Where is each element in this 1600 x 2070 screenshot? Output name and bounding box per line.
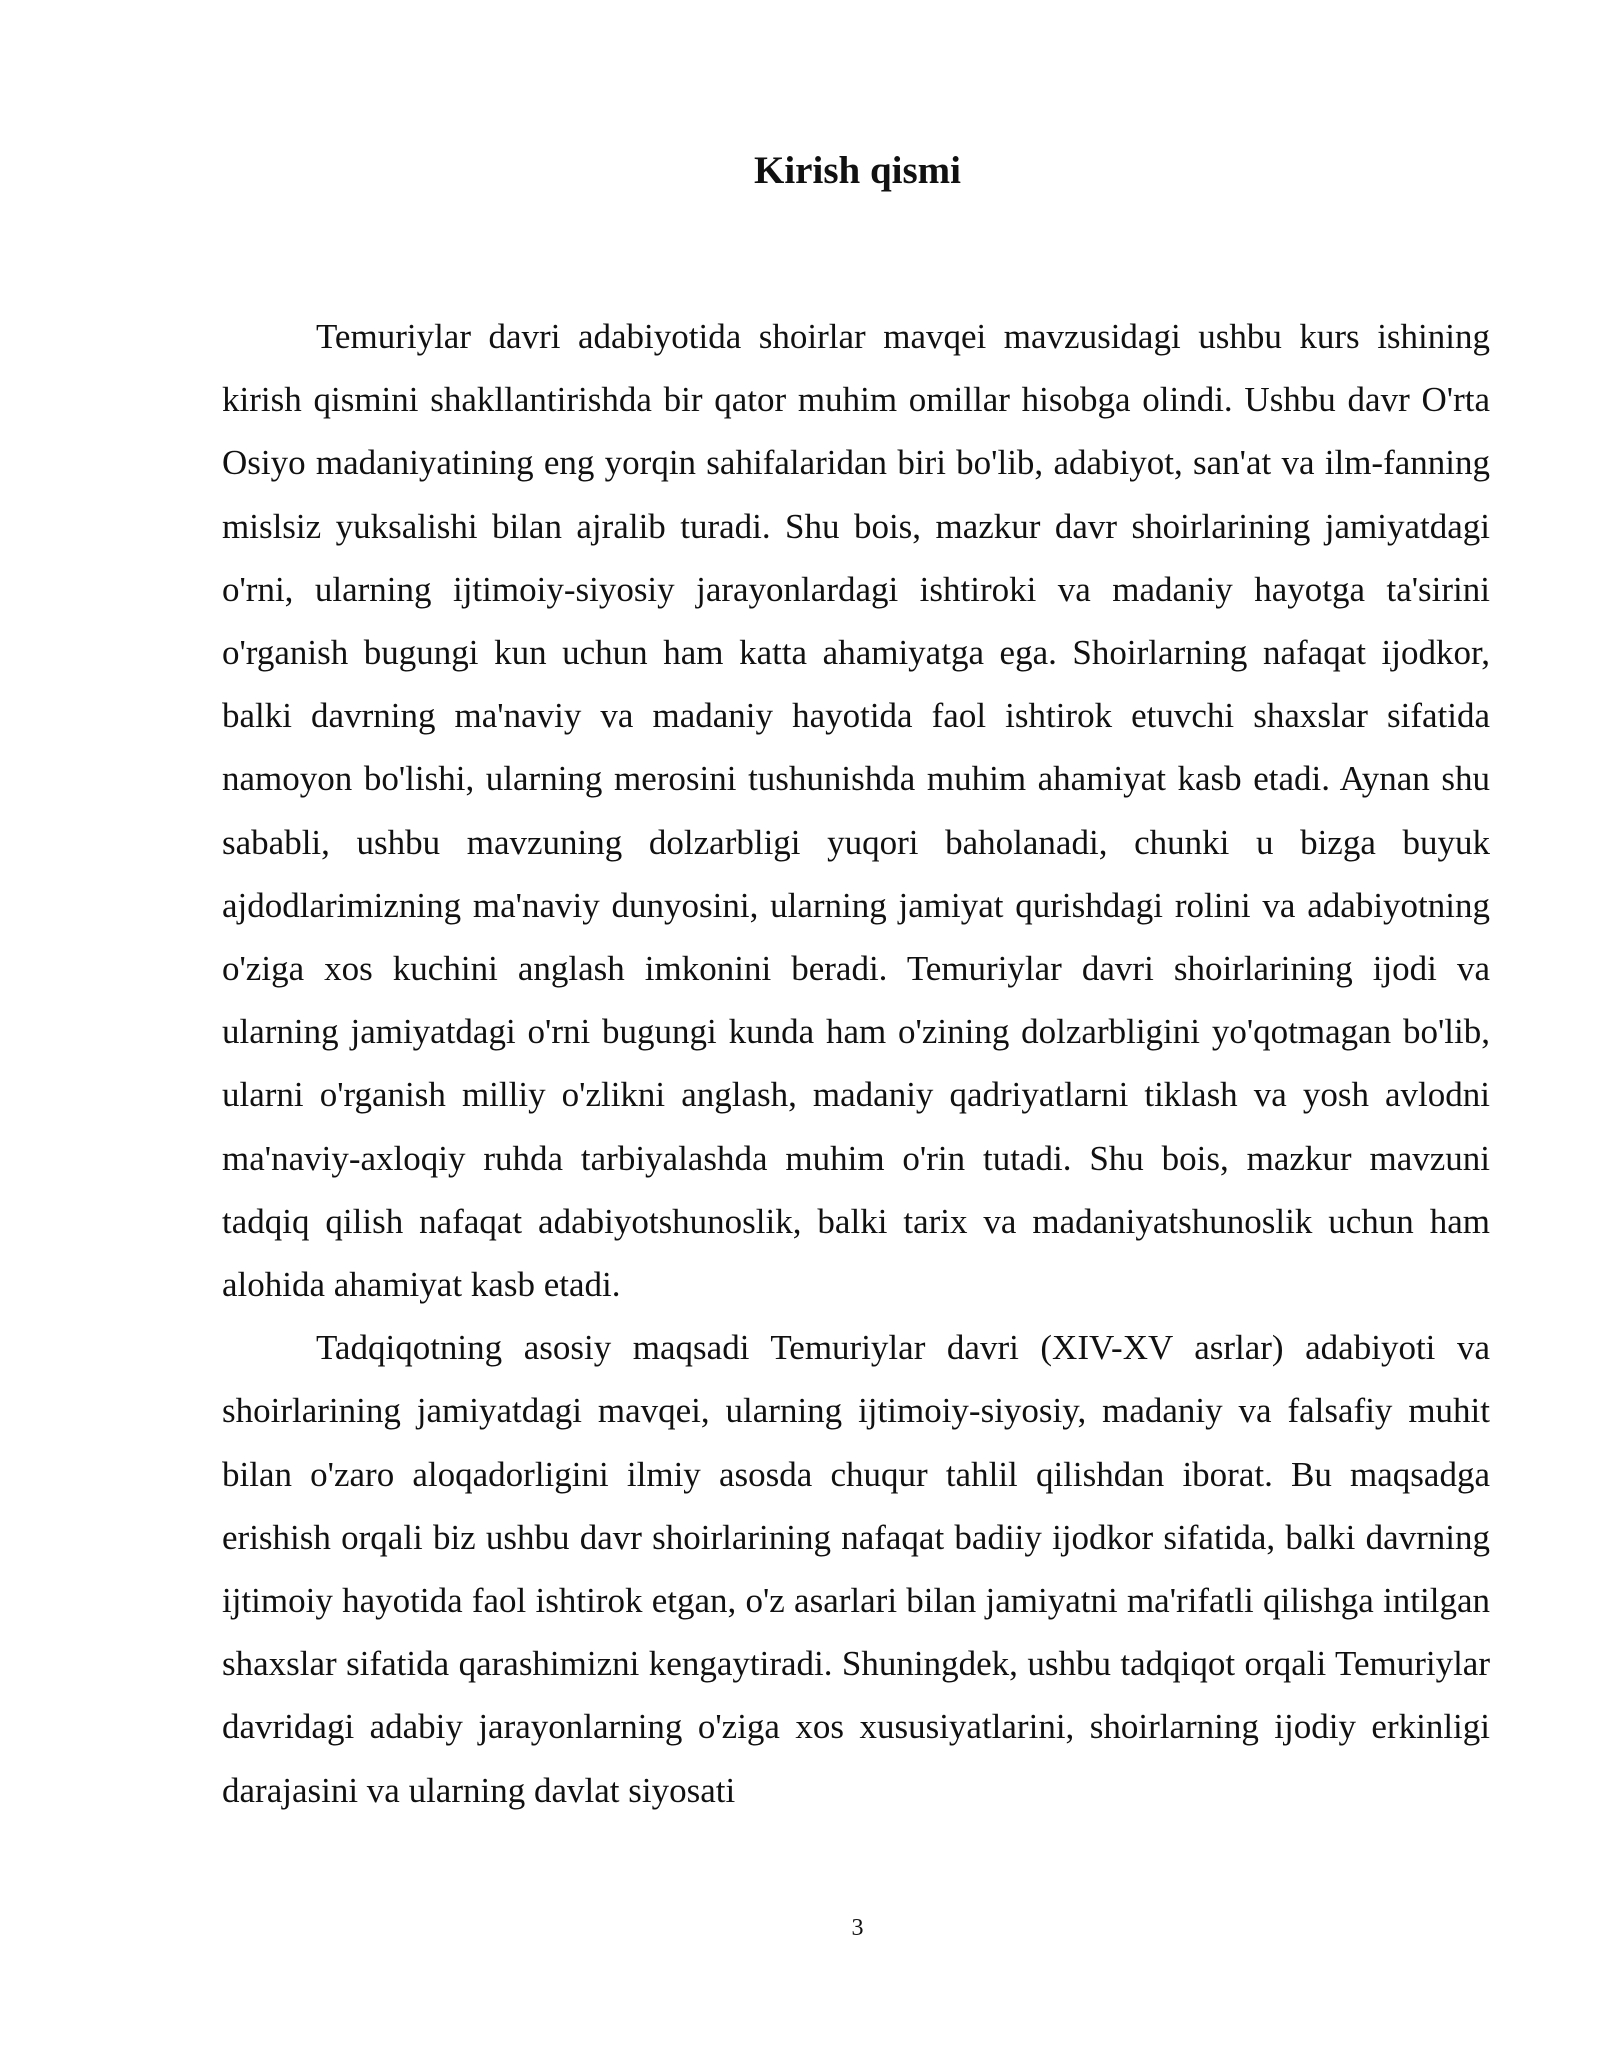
paragraph: Tadqiqotning asosiy maqsadi Temuriylar davri (XIV-XV asrlar) adabiyoti va shoirlarining jamiyatdagi mavqei, ularning ijtimoiy-siyosiy, madaniy va falsafiy muhit bilan o'zaro aloqadorligini ilmiy asosda chuqur tahlil qilishdan iborat. Bu maqsadga erishish orqali biz ushbu davr shoirlarining nafaqat badiiy ijodkor sifatida, balki davrning ijtimoiy hayotida faol ishtirok etgan, o'z asarlari bilan jamiyatni ma'rifatli qilishga intilgan shaxslar sifatida qarashimizni kengaytiradi. Shuningdek, ushbu tadqiqot orqali Temuriylar davridagi adabiy jarayonlarning o'ziga xos xususiyatlarini, shoirlarning ijodiy erkinligi darajasini va ularning davlat siyosati — [222, 1328, 1490, 1810]
page-number: 3 — [851, 1915, 864, 1941]
paragraph: Temuriylar davri adabiyotida shoirlar mavqei mavzusidagi ushbu kurs ishining kirish qismini shakllantirishda bir qator muhim omillar hisobga olindi. Ushbu davr O'rta Osiyo madaniyatining eng yorqin sahifalaridan biri bo'lib, adabiyot, san'at va ilm-fanning mislsiz yuksalishi bilan ajralib turadi. Shu bois, mazkur davr shoirlarining jamiyatdagi o'rni, ularning ijtimoiy-siyosiy jarayonlardagi ishtiroki va madaniy hayotga ta'sirini o'rganish bugungi kun uchun ham katta ahamiyatga ega. Shoirlarning nafaqat ijodkor, balki davrning ma'naviy va madaniy hayotida faol ishtirok etuvchi shaxslar sifatida namoyon bo'lishi, ularning merosini tushunishda muhim ahamiyat kasb etadi. Aynan shu sababli, ushbu mavzuning dolzarbligi yuqori baholanadi, chunki u bizga buyuk ajdodlarimizning ma'naviy dunyosini, ularning jamiyat qurishdagi rolini va adabiyotning o'ziga xos kuchini anglash imkonini beradi. Temuriylar davri shoirlarining ijodi va ularning jamiyatdagi o'rni bugungi kunda ham o'zining dolzarbligini yo'qotmagan bo'lib, ularni o'rganish milliy o'zlikni anglash, madaniy qadriyatlarni tiklash va yosh avlodni ma'naviy-axloqiy ruhda tarbiyalashda muhim o'rin tutadi. Shu bois, mazkur mavzuni tadqiq qilish nafaqat adabiyotshunoslik, balki tarix va madaniyatshunoslik uchun ham alohida ahamiyat kasb etadi. — [222, 317, 1490, 1305]
section-title: Kirish qismi — [754, 149, 961, 192]
body-text — [222, 305, 1490, 1822]
